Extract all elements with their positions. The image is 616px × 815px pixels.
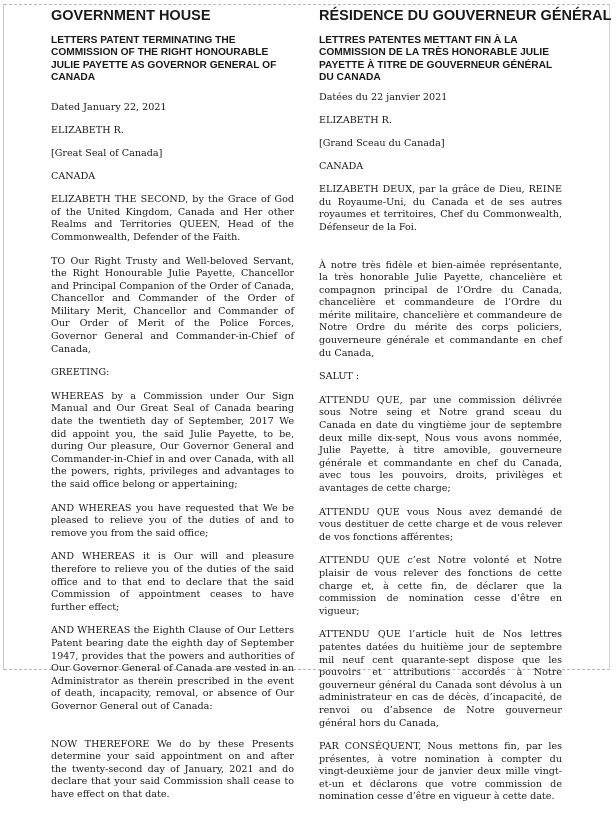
french-signature: ELIZABETH R. <box>319 115 392 127</box>
english-signature: ELIZABETH R. <box>51 125 124 137</box>
french-subheading: LETTRES PATENTES METTANT FIN À LA COMMISSION DE LA TRÈS HONORABLE JULIE PAYETTE À TITRE DE GOUVERNEUR GÉNÉRAL DU CANADA <box>319 35 553 83</box>
english-paragraph-whereas-4: AND WHEREAS the Eighth Clause of Our Letters Patent bearing date the eighth day of September 1947, provides that the powers and authorities of Our Governor General of Canada are vested in an Administrator as therein prescribed in the event of death, incapacity, removal, or absence of Our Governor General out of Canada: <box>51 625 294 712</box>
french-paragraph-addressee: À notre très fidèle et bien-aimée représentante, la très honorable Julie Payette, chancelière et compagnon principal de l’Ordre du Canada, chancelière et commandeure de l’Ordre du mérite militaire, chancelière et commandeure de Notre Ordre du mérite des corps policiers, gouverneure générale et commandante en chef du Canada, <box>319 259 562 359</box>
english-seal: [Great Seal of Canada] <box>51 148 163 160</box>
english-paragraph-preamble: ELIZABETH THE SECOND, by the Grace of God of the United Kingdom, Canada and Her other Realms and Territories QUEEN, Head of the Commonwealth, Defender of the Faith. <box>51 194 294 243</box>
english-subheading: LETTERS PATENT TERMINATING THE COMMISSION OF THE RIGHT HONOURABLE JULIE PAYETTE AS GOVERNOR GENERAL OF CANADA <box>51 35 277 83</box>
french-paragraph-par-consequent: PAR CONSÉQUENT, Nous mettons fin, par les présentes, à votre nomination à compter du vingt-deuxième jour de janvier deux mille vingt-et-un et déclarons que votre commission de nomination cesse d’être en vigueur à cette date. <box>319 741 562 803</box>
french-heading: RÉSIDENCE DU GOUVERNEUR GÉNÉRAL <box>319 8 612 24</box>
french-paragraph-attendu-2: ATTENDU QUE vous Nous avez demandé de vous destituer de cette charge et de vous relever de vos fonctions afférentes; <box>319 506 562 543</box>
french-paragraph-preamble: ELIZABETH DEUX, par la grâce de Dieu, REINE du Royaume-Uni, du Canada et de ses autres royaumes et territoires, Chef du Commonwealth, Défenseur de la Foi. <box>319 184 562 233</box>
english-heading: GOVERNMENT HOUSE <box>51 8 211 24</box>
french-country: CANADA <box>319 161 364 173</box>
page-left-border <box>3 4 4 670</box>
french-seal: [Grand Sceau du Canada] <box>319 138 445 150</box>
page-top-border <box>4 4 610 5</box>
english-paragraph-whereas-2: AND WHEREAS you have requested that We be pleased to relieve you of the duties of and to remove you from the said office; <box>51 502 294 539</box>
english-paragraph-now-therefore: NOW THEREFORE We do by these Presents determine your said appointment on and after the twenty-second day of January, 2021 and do declare that your said Commission shall cease to have effect on that date. <box>51 738 294 800</box>
english-column <box>51 8 294 812</box>
english-country: CANADA <box>51 171 96 183</box>
english-dated: Dated January 22, 2021 <box>51 102 167 114</box>
english-paragraph-greeting: GREETING: <box>51 367 110 379</box>
french-column <box>319 8 612 815</box>
french-paragraph-attendu-4: ATTENDU QUE l’article huit de Nos lettres patentes datées du huitième jour de septembre mil neuf cent quarante-sept dispose que les pouvoirs et attributions accordés à Notre gouverneur général du Canada sont dévolus à un administrateur en cas de décès, d’incapacité, de renvoi ou d’absence de Notre gouverneur général hors du Canada, <box>319 629 562 729</box>
english-paragraph-whereas-1: WHEREAS by a Commission under Our Sign Manual and Our Great Seal of Canada bearing date the twentieth day of September, 2017 We did appoint you, the said Julie Payette, to be, during Our pleasure, Our Governor General and Commander-in-Chief in and over Canada, with all the powers, rights, privileges and advantages to the said office belong or appertaining; <box>51 390 294 490</box>
french-paragraph-attendu-3: ATTENDU QUE c’est Notre volonté et Notre plaisir de vous relever des fonctions de cette charge et, à cette fin, de déclarer que la commission de nomination cesse d’être en vigueur; <box>319 555 562 617</box>
french-dated: Datées du 22 janvier 2021 <box>319 92 448 104</box>
french-paragraph-attendu-1: ATTENDU QUE, par une commission délivrée sous Notre seing et Notre grand sceau du Canada en date du vingtième jour de septembre deux mille dix-sept, Nous vous avons nommée, Julie Payette, à titre amovible, gouverneure générale et commandante en chef du Canada, avec tous les pouvoirs, droits, privilèges et avantages de cette charge; <box>319 394 562 494</box>
english-paragraph-whereas-3: AND WHEREAS it is Our will and pleasure therefore to relieve you of the duties of the said office and to that end to declare that the said Commission of appointment ceases to have further effect; <box>51 551 294 613</box>
french-paragraph-salutation: SALUT : <box>319 371 360 383</box>
page-right-border <box>609 4 610 670</box>
english-paragraph-addressee: TO Our Right Trusty and Well-beloved Servant, the Right Honourable Julie Payette, Chancellor and Principal Companion of the Order of Canada, Chancellor and Commander of the Order of Military Merit, Chancellor and Commander of Our Order of Merit of the Police Forces, Governor General and Commander-in-Chief of Canada, <box>51 255 294 355</box>
